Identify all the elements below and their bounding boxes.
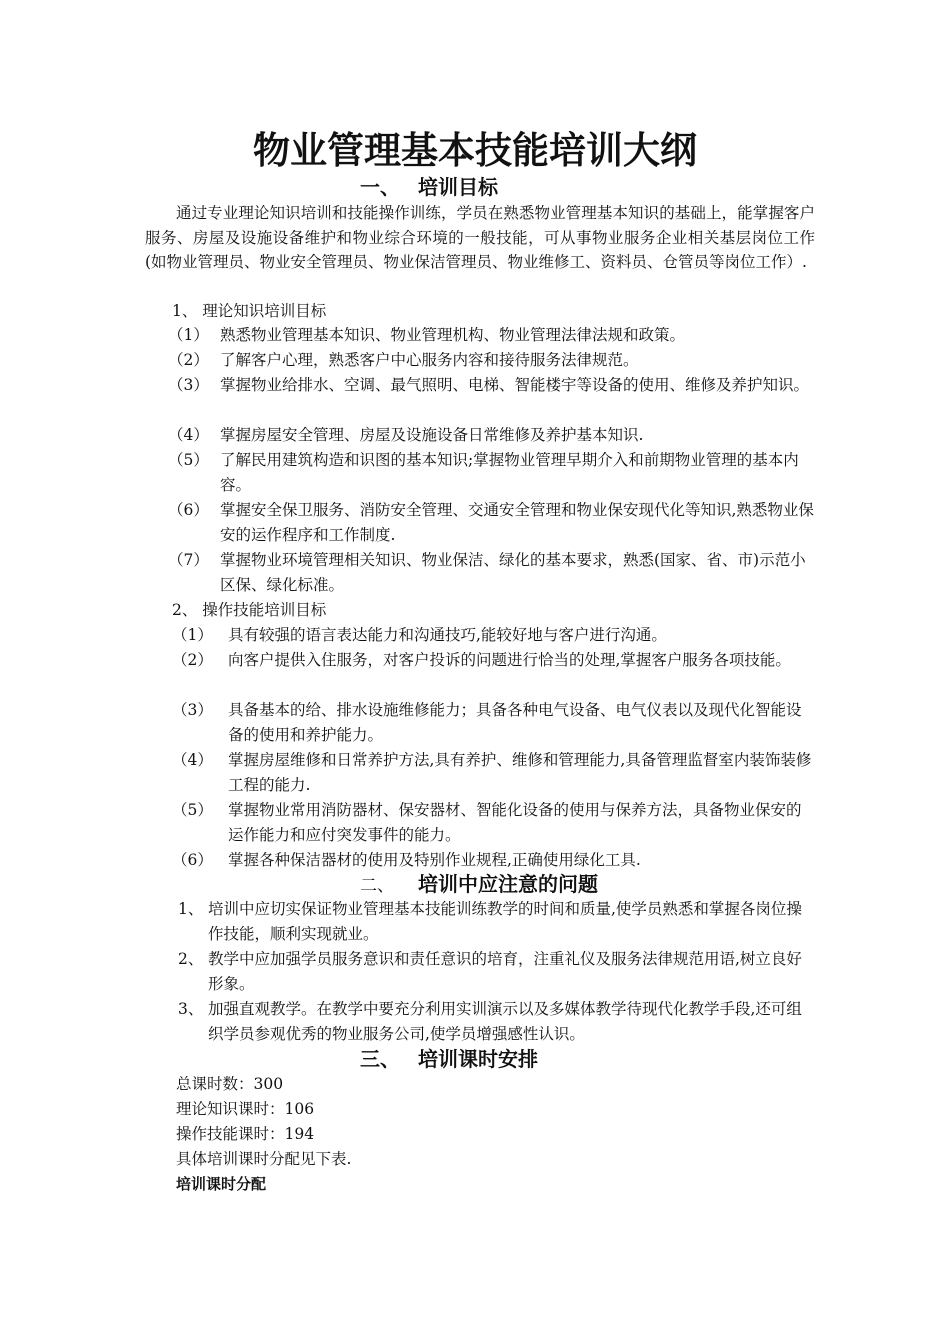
theory-item-mark: （3）: [168, 376, 209, 394]
section-1-intro: 通过专业理论知识培训和技能操作训练，学员在熟悉物业管理基本知识的基础上，能掌握客户服务、房屋及设施设备维护和物业综合环境的一般技能，可从事物业服务企业相关基层岗位工作(如物业管理员、物业安全管理员、物业保洁管理员、物业维修工、资料员、仓管员等岗位工作）.: [145, 204, 815, 271]
theory-item: [168, 373, 818, 423]
note-item-mark: 2、: [178, 950, 204, 968]
theory-item-text: 了解客户心理，熟悉客户中心服务内容和接待服务法律规范。: [220, 351, 639, 369]
note-item-text: 教学中应加强学员服务意识和责任意识的培育，注重礼仪及服务法律规范用语,树立良好形象。: [208, 950, 802, 993]
skill-item-text: 具备基本的给、排水设施维修能力；具备各种电气设备、电气仪表以及现代化智能设备的使用和养护能力。: [228, 701, 802, 744]
theory-hours: 理论知识课时：106: [176, 1100, 315, 1118]
note-item-mark: 1、: [178, 900, 204, 918]
skill-item-text: 掌握物业常用消防器材、保安器材、智能化设备的使用与保养方法，具备物业保安的运作能力和应付突发事件的能力。: [228, 801, 802, 844]
skill-item-mark: （2）: [172, 651, 213, 669]
skill-item: [172, 748, 818, 798]
section-3-title: 培训课时安排: [418, 1047, 538, 1071]
note-item-text: 加强直观教学。在教学中要充分利用实训演示以及多媒体教学待现代化教学手段,还可组织学员参观优秀的物业服务公司,使学员增强感性认识。: [208, 1000, 802, 1043]
theory-item-text: 了解民用建筑构造和识图的基本知识;掌握物业管理早期介入和前期物业管理的基本内容。: [220, 451, 799, 494]
note-item-text: 培训中应切实保证物业管理基本技能训练教学的时间和质量,使学员熟悉和掌握各岗位操作技能，顺利实现就业。: [208, 900, 802, 943]
skill-item-mark: （4）: [172, 751, 213, 769]
skill-item: [172, 698, 818, 748]
section-1-heading: [360, 174, 498, 200]
theory-item-text: 掌握物业环境管理相关知识、物业保洁、绿化的基本要求，熟悉(国家、省、市)示范小区保、绿化标准。: [220, 551, 806, 594]
theory-item: [168, 498, 818, 548]
theory-item: [168, 423, 818, 448]
section-2-number: 二、: [360, 876, 394, 896]
note-item: [178, 997, 818, 1047]
theory-item: [168, 323, 818, 348]
skill-item: [172, 798, 818, 848]
theory-item-mark: （5）: [168, 451, 209, 469]
skill-item: [172, 848, 818, 873]
theory-item-text: 掌握安全保卫服务、消防安全管理、交通安全管理和物业保安现代化等知识,熟悉物业保安的运作程序和工作制度.: [220, 501, 814, 544]
note-item-mark: 3、: [178, 1000, 204, 1018]
theory-item: [168, 348, 818, 373]
skill-item-mark: （5）: [172, 801, 213, 819]
theory-item-mark: （4）: [168, 426, 209, 444]
skill-item-mark: （1）: [172, 626, 213, 644]
section-3-number: 三、: [360, 1047, 400, 1071]
schedule-note: 具体培训课时分配见下表.: [176, 1150, 352, 1168]
document-title: 物业管理基本技能培训大纲: [253, 128, 697, 172]
section-3-heading: [360, 1046, 538, 1072]
skill-item-text: 掌握各种保洁器材的使用及特别作业规程,正确使用绿化工具.: [228, 851, 641, 869]
theory-item-text: 掌握房屋安全管理、房屋及设施设备日常维修及养护基本知识.: [220, 426, 644, 444]
section-2-title: 培训中应注意的问题: [418, 872, 598, 896]
theory-goals-label: 1、 理论知识培训目标: [172, 302, 327, 320]
skill-item-text: 向客户提供入住服务，对客户投诉的问题进行恰当的处理,掌握客户服务各项技能。: [228, 651, 791, 669]
section-1-number: 一、: [360, 175, 400, 199]
skill-item-mark: （3）: [172, 701, 213, 719]
theory-item-text: 掌握物业给排水、空调、最气照明、电梯、智能楼宇等设备的使用、维修及养护知识。: [220, 376, 810, 394]
theory-item-text: 熟悉物业管理基本知识、物业管理机构、物业管理法律法规和政策。: [220, 326, 686, 344]
skill-hours: 操作技能课时：194: [176, 1125, 315, 1143]
table-caption: 培训课时分配: [176, 1175, 267, 1193]
skill-goals-label: 2、 操作技能培训目标: [172, 601, 327, 619]
theory-item: [168, 548, 818, 598]
note-item: [178, 897, 818, 947]
skill-item: [172, 648, 818, 698]
theory-item-mark: （2）: [168, 351, 209, 369]
theory-item-mark: （7）: [168, 551, 209, 569]
theory-item: [168, 448, 818, 498]
theory-item-mark: （1）: [168, 326, 209, 344]
skill-item-text: 掌握房屋维修和日常养护方法,具有养护、维修和管理能力,具备管理监督室内装饰装修工程的能力.: [228, 751, 812, 794]
total-hours: 总课时数：300: [176, 1075, 284, 1093]
skill-item: [172, 623, 818, 648]
note-item: [178, 947, 818, 997]
skill-item-mark: （6）: [172, 851, 213, 869]
section-1-title: 培训目标: [418, 175, 498, 199]
theory-item-mark: （6）: [168, 501, 209, 519]
skill-item-text: 具有较强的语言表达能力和沟通技巧,能较好地与客户进行沟通。: [228, 626, 667, 644]
section-2-heading: [360, 871, 598, 899]
